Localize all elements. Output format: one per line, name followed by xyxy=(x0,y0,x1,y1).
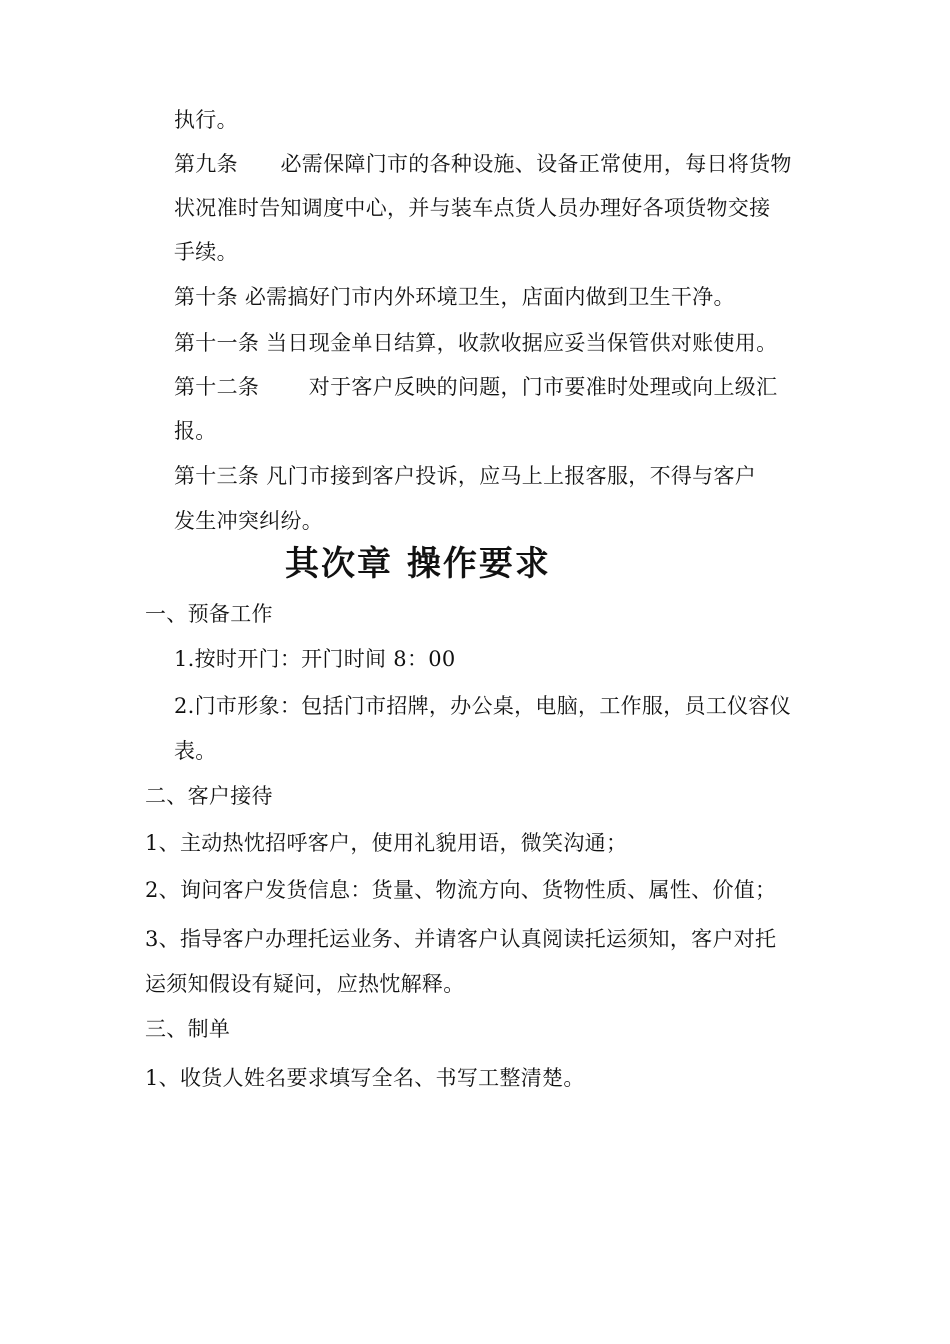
section-2-item-2: 2、询问客户发货信息：货量、物流方向、货物性质、属性、价值； xyxy=(145,878,777,902)
section-2-item-3-line-1: 3、指导客户办理托运业务、并请客户认真阅读托运须知，客户对托 xyxy=(145,927,777,951)
section-1-heading: 一、预备工作 xyxy=(145,602,273,626)
chapter-title: 其次章 操作要求 xyxy=(285,544,551,584)
article-12-line-1: 第十二条 对于客户反映的问题，门市要准时处理或向上级汇 xyxy=(174,375,778,399)
text-line: 执行。 xyxy=(174,108,238,132)
article-13-line-1: 第十三条 凡门市接到客户投诉，应马上上报客服，不得与客户 xyxy=(174,464,757,488)
section-2-heading: 二、客户接待 xyxy=(145,784,273,808)
section-3-item-1: 1、收货人姓名要求填写全名、书写工整清楚。 xyxy=(145,1066,585,1090)
article-12-line-2: 报。 xyxy=(174,419,217,443)
section-1-item-2-line-1: 2.门市形象：包括门市招牌，办公桌，电脑，工作服，员工仪容仪 xyxy=(174,694,792,718)
article-11: 第十一条 当日现金单日结算，收款收据应妥当保管供对账使用。 xyxy=(174,331,778,355)
section-3-heading: 三、制单 xyxy=(145,1017,231,1041)
section-2-item-3-line-2: 运须知假设有疑问，应热忱解释。 xyxy=(145,972,465,996)
article-9-line-2: 状况准时告知调度中心，并与装车点货人员办理好各项货物交接 xyxy=(174,196,771,220)
article-9-line-3: 手续。 xyxy=(174,240,238,264)
article-13-line-2: 发生冲突纠纷。 xyxy=(174,509,324,533)
section-2-item-1: 1、主动热忱招呼客户，使用礼貌用语，微笑沟通； xyxy=(145,831,628,855)
section-1-item-2-line-2: 表。 xyxy=(174,739,217,763)
article-9-line-1: 第九条 必需保障门市的各种设施、设备正常使用，每日将货物 xyxy=(174,152,792,176)
article-10: 第十条 必需搞好门市内外环境卫生，店面内做到卫生干净。 xyxy=(174,285,735,309)
section-1-item-1: 1.按时开门：开门时间 8：00 xyxy=(174,647,456,671)
